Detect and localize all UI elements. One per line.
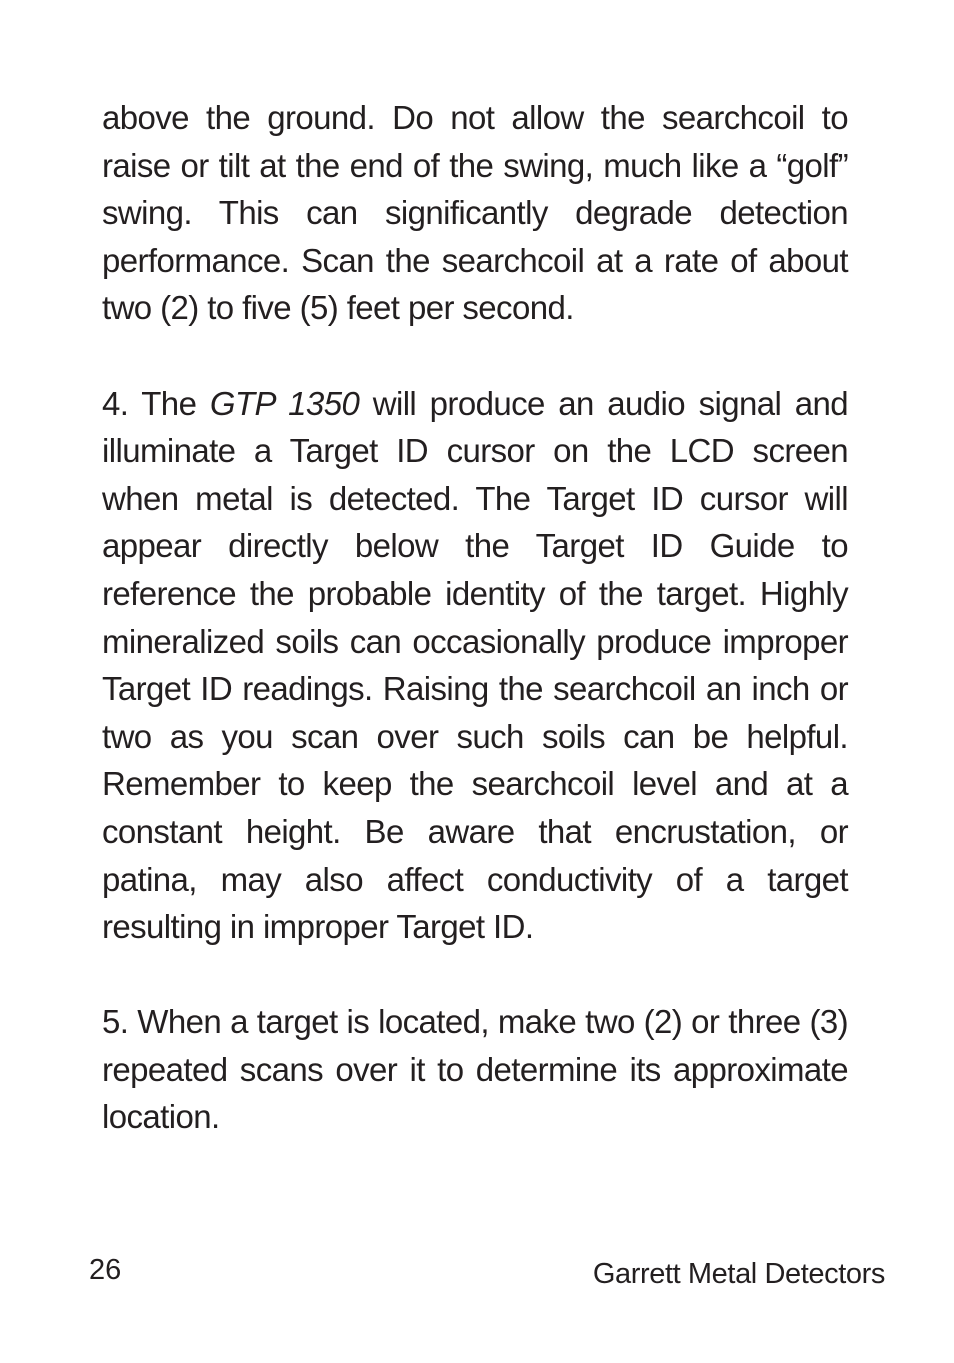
paragraph-step-5-locate (102, 998, 848, 1141)
product-name: GTP 1350 (209, 384, 360, 422)
paragraph-step-4-target-id (102, 380, 848, 951)
paragraph-swing-technique (102, 94, 848, 332)
step-prefix: 4. The (102, 384, 210, 422)
page-number: 26 (89, 1254, 122, 1286)
footer-publication-title: Garrett Metal Detectors (592, 1258, 885, 1290)
paragraph-text: 5. When a target is located, make two (2) or three (3) repeated scans over it to determine its approximate location. (102, 1003, 848, 1136)
paragraph-text: will produce an audio signal and illuminate a Target ID cursor on the LCD screen when metal is detected. The Target ID cursor will appear directly below the Target ID Guide to reference the probable identity of the target. Highly mineralized soils can occasionally produce improper Target ID readings. Raising the searchcoil an inch or two as you scan over such soils can be helpful. Remember to keep the searchcoil level and at a constant height. Be aware that encrustation, or patina, may also affect conductivity of a target resulting in improper Target ID. (102, 384, 848, 946)
paragraph-text: above the ground. Do not allow the searchcoil to raise or tilt at the end of the swing, much like a “golf” swing. This can significantly degrade detection performance. Scan the searchcoil at a rate of about two (2) to five (5) feet per second. (102, 99, 848, 327)
page-body (102, 94, 848, 1141)
